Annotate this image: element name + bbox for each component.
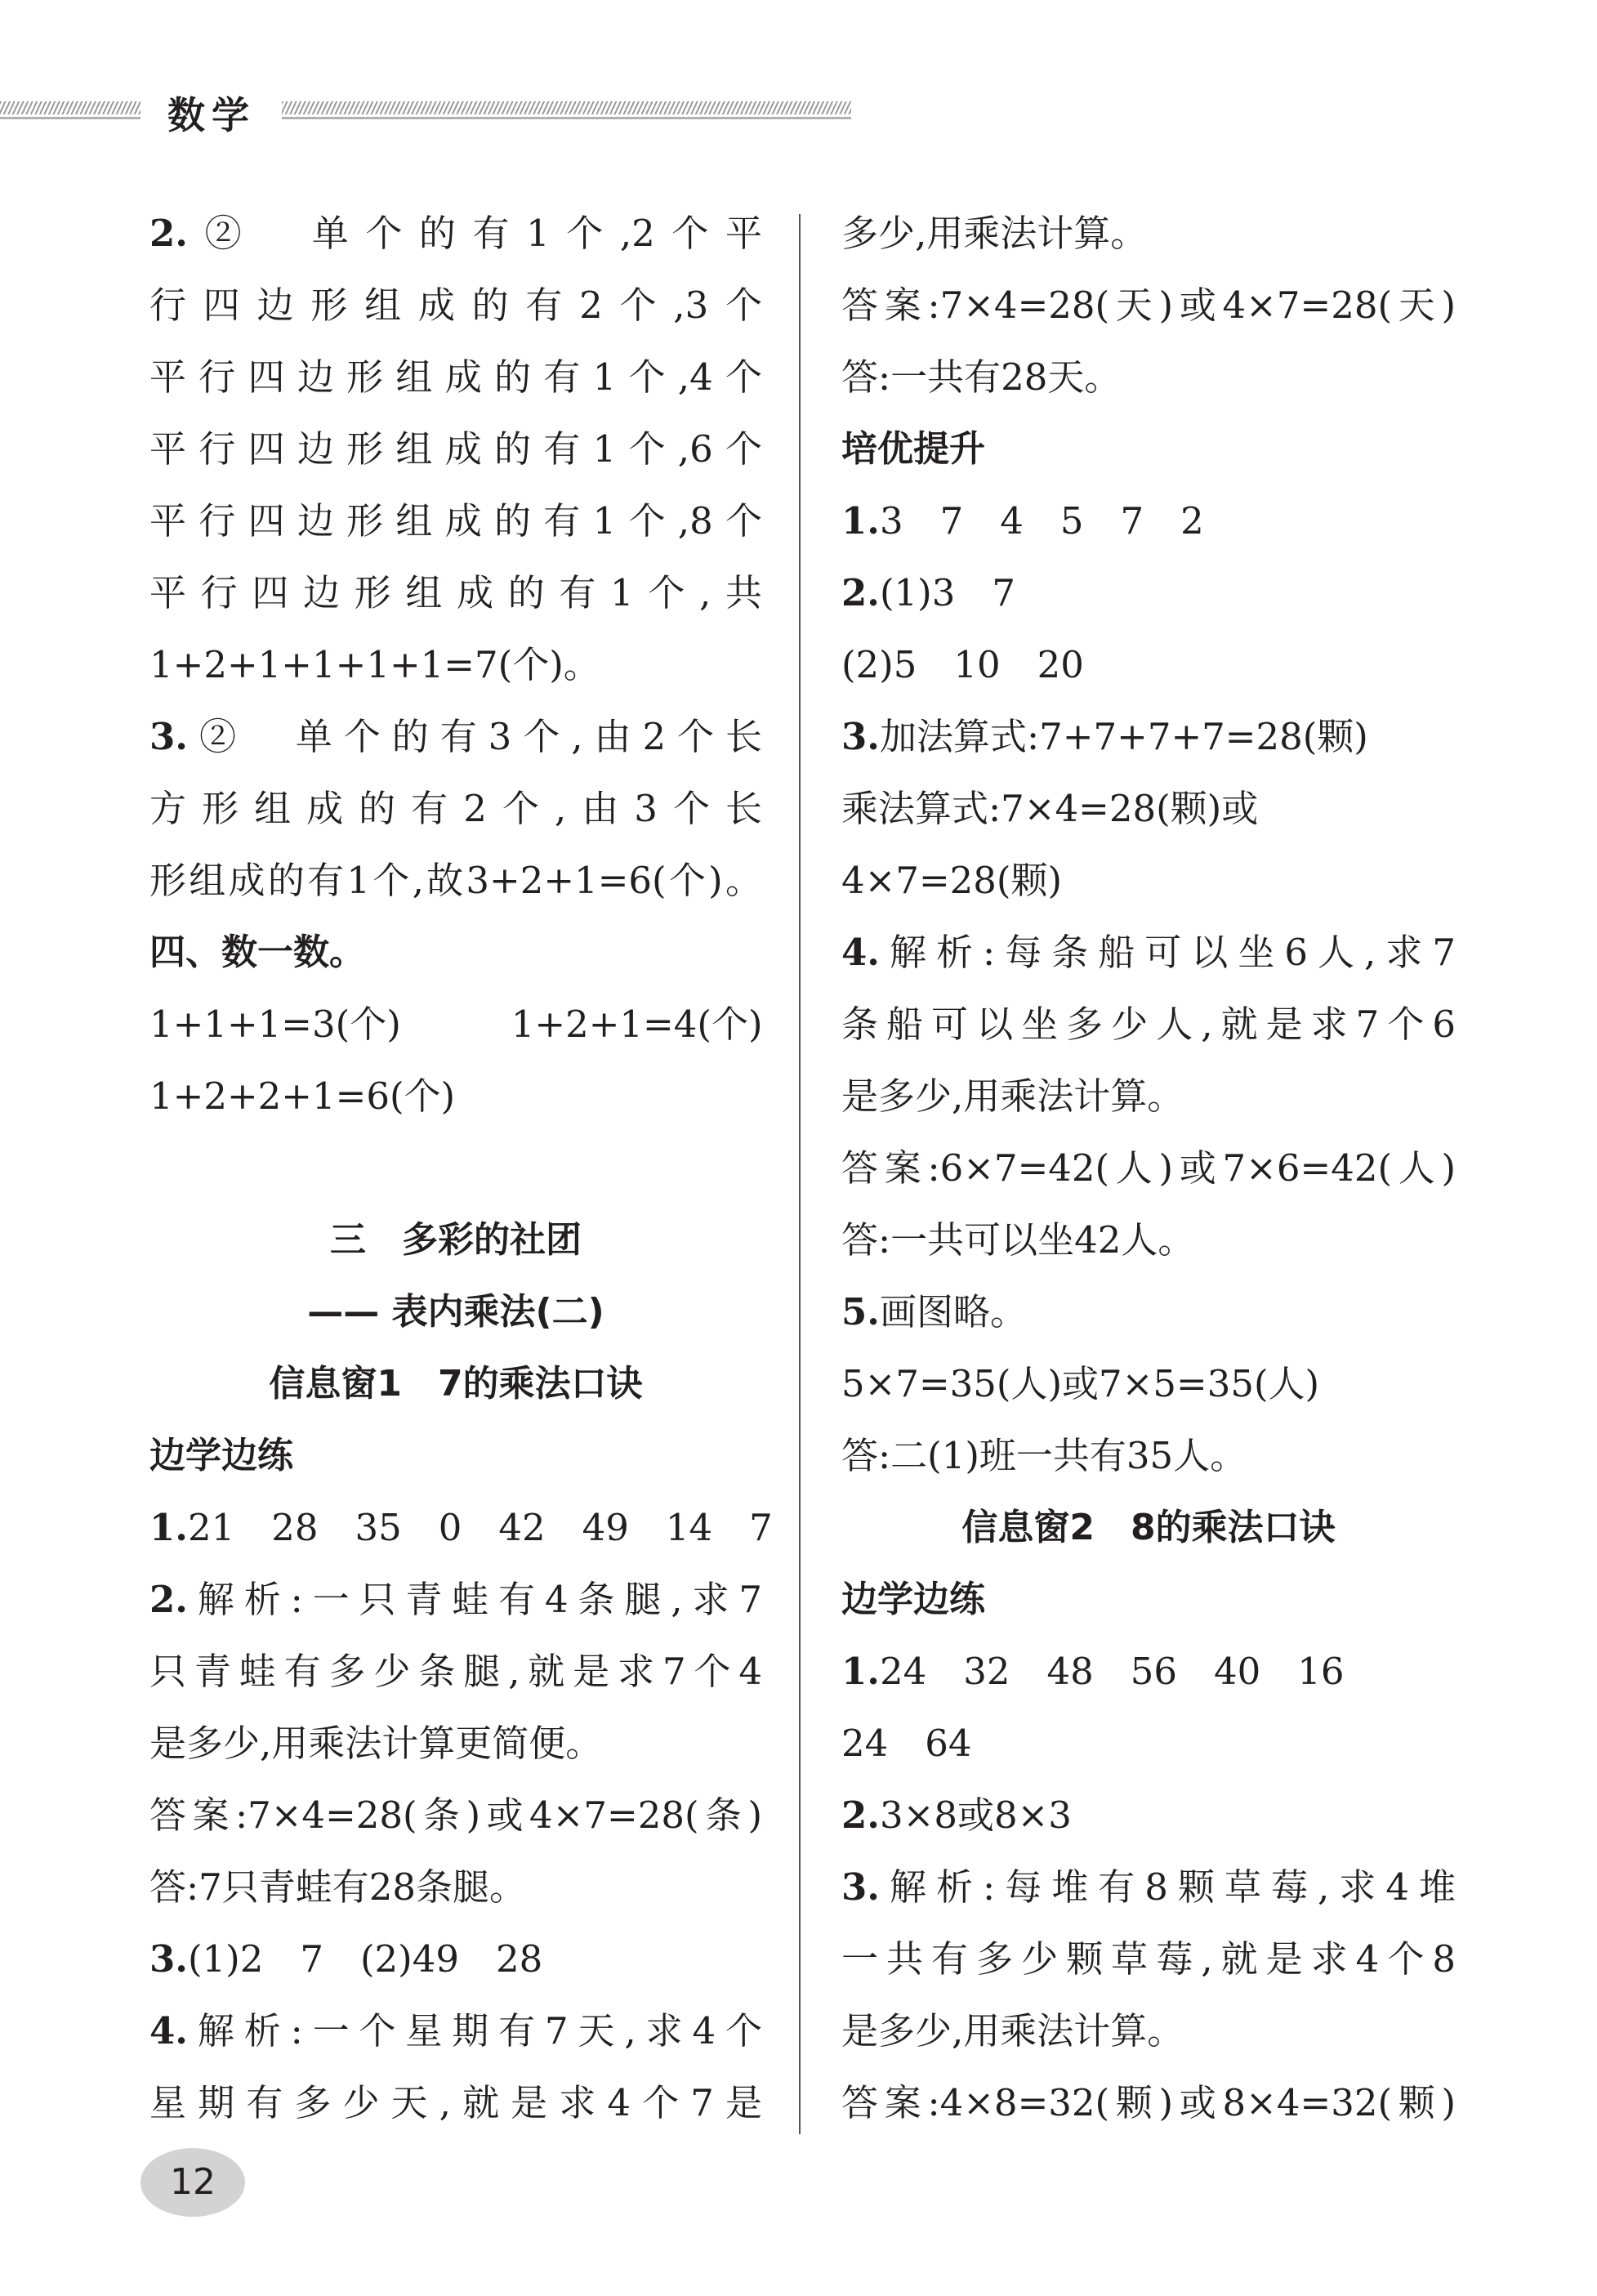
item-number: 2. xyxy=(149,212,188,255)
text-line xyxy=(149,485,762,557)
text-line xyxy=(149,1995,762,2067)
text-line xyxy=(841,845,1456,917)
line-text: 1+2+1+1+1+1=7(个)。 xyxy=(149,643,600,686)
line-text: 星期有多少天,就是求4个7是 xyxy=(149,2081,762,2124)
item-number: 2. xyxy=(841,571,880,614)
header-decoration-right xyxy=(282,101,851,114)
text-line xyxy=(149,413,762,485)
item-number: 3. xyxy=(841,1865,880,1909)
section-heading xyxy=(149,1348,762,1420)
line-text: 解析:一个星期有7天,求4个 xyxy=(187,2009,762,2053)
header-decoration-left xyxy=(0,101,141,114)
line-text: 21 28 35 0 42 49 14 7 xyxy=(187,1506,773,1549)
line-text: 边学边练 xyxy=(149,1435,293,1476)
text-line xyxy=(149,1564,762,1636)
text-line xyxy=(841,557,1456,629)
line-text: 1+1+1=3(个) 1+2+1=4(个) xyxy=(149,1003,763,1046)
text-line xyxy=(841,198,1456,270)
line-text: 方形组成的有2个,由3个长 xyxy=(149,787,762,830)
line-text: (1)2 7 (2)49 28 xyxy=(187,1937,543,1981)
text-line xyxy=(149,989,762,1061)
line-text: 三 多彩的社团 xyxy=(330,1219,582,1261)
section-heading xyxy=(149,1204,762,1276)
text-line xyxy=(149,845,762,917)
left-column xyxy=(149,198,773,2139)
text-line xyxy=(149,198,762,270)
item-number: 4. xyxy=(841,931,880,974)
line-text: 边学边练 xyxy=(841,1579,985,1620)
text-line xyxy=(841,773,1456,845)
text-line xyxy=(149,1061,762,1132)
line-text: 答案:7×4=28(条)或4×7=28(条) xyxy=(149,1793,762,1837)
text-line xyxy=(841,1780,1456,1852)
line-text: 信息窗1 7的乘法口诀 xyxy=(269,1363,643,1405)
line-text: 答:一共有28天。 xyxy=(841,355,1122,399)
line-text: 答:一共可以坐42人。 xyxy=(841,1218,1195,1262)
line-text: 答:7只青蛙有28条腿。 xyxy=(149,1865,527,1909)
text-line xyxy=(149,1780,762,1852)
line-text: 是多少,用乘法计算。 xyxy=(841,1074,1184,1118)
text-line xyxy=(841,1420,1456,1492)
text-line xyxy=(841,1348,1456,1420)
line-text: 信息窗2 8的乘法口诀 xyxy=(961,1507,1336,1548)
line-text: ② 单个的有3个,由2个长 xyxy=(187,715,762,758)
text-line xyxy=(841,1923,1456,1995)
line-text: 5×7=35(人)或7×5=35(人) xyxy=(841,1362,1320,1405)
line-text: (1)3 7 xyxy=(879,571,1015,614)
line-text: 是多少,用乘法计算。 xyxy=(841,2009,1184,2053)
item-number: 1. xyxy=(841,499,880,543)
text-line xyxy=(841,1132,1456,1204)
item-number: 2. xyxy=(149,1578,188,1621)
section-heading xyxy=(149,1276,762,1348)
text-line xyxy=(149,1492,773,1564)
text-line xyxy=(841,629,1456,701)
text-line xyxy=(149,1636,762,1708)
text-line xyxy=(149,270,762,342)
text-line xyxy=(841,2067,1456,2139)
text-line xyxy=(149,1923,762,1995)
line-text: —— 表内乘法(二) xyxy=(307,1291,604,1333)
line-text: 是多少,用乘法计算更简便。 xyxy=(149,1722,603,1765)
section-heading xyxy=(841,1492,1456,1564)
text-line xyxy=(841,917,1456,989)
text-line xyxy=(841,1852,1456,1923)
text-line xyxy=(841,1708,1456,1780)
line-text: ② 单个的有1个,2个平 xyxy=(187,212,762,255)
line-text: 1+2+2+1=6(个) xyxy=(149,1074,456,1118)
text-line xyxy=(841,1636,1456,1708)
line-text: 3 7 4 5 7 2 xyxy=(879,499,1204,543)
line-text: 3×8或8×3 xyxy=(879,1793,1072,1837)
line-text: 答案:4×8=32(颗)或8×4=32(颗) xyxy=(841,2081,1456,2124)
column-divider xyxy=(799,214,801,2134)
item-number: 3. xyxy=(149,715,188,758)
header-rule-left xyxy=(0,117,141,119)
text-line xyxy=(149,629,762,701)
line-text: 平行四边形组成的有1个,4个 xyxy=(149,355,762,399)
text-line xyxy=(841,1995,1456,2067)
text-line xyxy=(841,701,1456,773)
line-text: 平行四边形组成的有1个,共 xyxy=(149,571,762,614)
text-line xyxy=(149,701,762,773)
text-line xyxy=(841,342,1456,413)
item-number: 3. xyxy=(149,1937,188,1981)
text-line xyxy=(841,1061,1456,1132)
line-text: 24 64 xyxy=(841,1722,972,1765)
section-heading xyxy=(149,917,762,989)
line-text: 多少,用乘法计算。 xyxy=(841,212,1148,255)
item-number: 5. xyxy=(841,1290,880,1333)
line-text: 只青蛙有多少条腿,就是求7个4 xyxy=(149,1650,762,1693)
text-line xyxy=(841,989,1456,1061)
line-text: 画图略。 xyxy=(879,1290,1027,1333)
section-heading xyxy=(149,1420,762,1492)
line-text: 一共有多少颗草莓,就是求4个8 xyxy=(841,1937,1456,1981)
header-rule-right xyxy=(282,117,851,119)
text-line xyxy=(149,773,762,845)
line-text: 4×7=28(颗) xyxy=(841,859,1063,902)
line-text: 答案:6×7=42(人)或7×6=42(人) xyxy=(841,1146,1456,1190)
line-text: 24 32 48 56 40 16 xyxy=(879,1650,1345,1693)
line-text: 加法算式:7+7+7+7=28(颗) xyxy=(879,715,1368,758)
line-text: 行四边形组成的有2个,3个 xyxy=(149,284,762,327)
text-line xyxy=(149,342,762,413)
line-text: 解析:每条船可以坐6人,求7 xyxy=(879,931,1456,974)
text-line xyxy=(149,1132,762,1204)
text-line xyxy=(841,485,1456,557)
line-text: 答:二(1)班一共有35人。 xyxy=(841,1434,1247,1477)
item-number: 2. xyxy=(841,1793,880,1837)
line-text: 解析:每堆有8颗草莓,求4堆 xyxy=(879,1865,1456,1909)
text-line xyxy=(149,557,762,629)
line-text: 平行四边形组成的有1个,8个 xyxy=(149,499,762,543)
line-text: 形组成的有1个,故3+2+1=6(个)。 xyxy=(149,859,762,902)
line-text: 四、数一数。 xyxy=(149,931,365,973)
section-heading xyxy=(841,413,1456,485)
line-text: 培优提升 xyxy=(841,428,985,470)
item-number: 1. xyxy=(841,1650,880,1693)
line-text: 条船可以坐多少人,就是求7个6 xyxy=(841,1003,1456,1046)
line-text: 解析:一只青蛙有4条腿,求7 xyxy=(187,1578,762,1621)
right-column xyxy=(841,198,1456,2139)
text-line xyxy=(149,1852,762,1923)
item-number: 4. xyxy=(149,2009,188,2053)
text-line xyxy=(841,1276,1456,1348)
text-line xyxy=(149,2067,762,2139)
line-text: 平行四边形组成的有1个,6个 xyxy=(149,427,762,471)
section-heading xyxy=(841,1564,1456,1636)
line-text: 乘法算式:7×4=28(颗)或 xyxy=(841,787,1259,830)
text-line xyxy=(841,1204,1456,1276)
subject-title: 数学 xyxy=(167,93,256,137)
line-text: 答案:7×4=28(天)或4×7=28(天) xyxy=(841,284,1456,327)
line-text: (2)5 10 20 xyxy=(841,643,1084,686)
item-number: 1. xyxy=(149,1506,188,1549)
item-number: 3. xyxy=(841,715,880,758)
page-number: 12 xyxy=(141,2148,245,2217)
text-line xyxy=(841,270,1456,342)
text-line xyxy=(149,1708,762,1780)
